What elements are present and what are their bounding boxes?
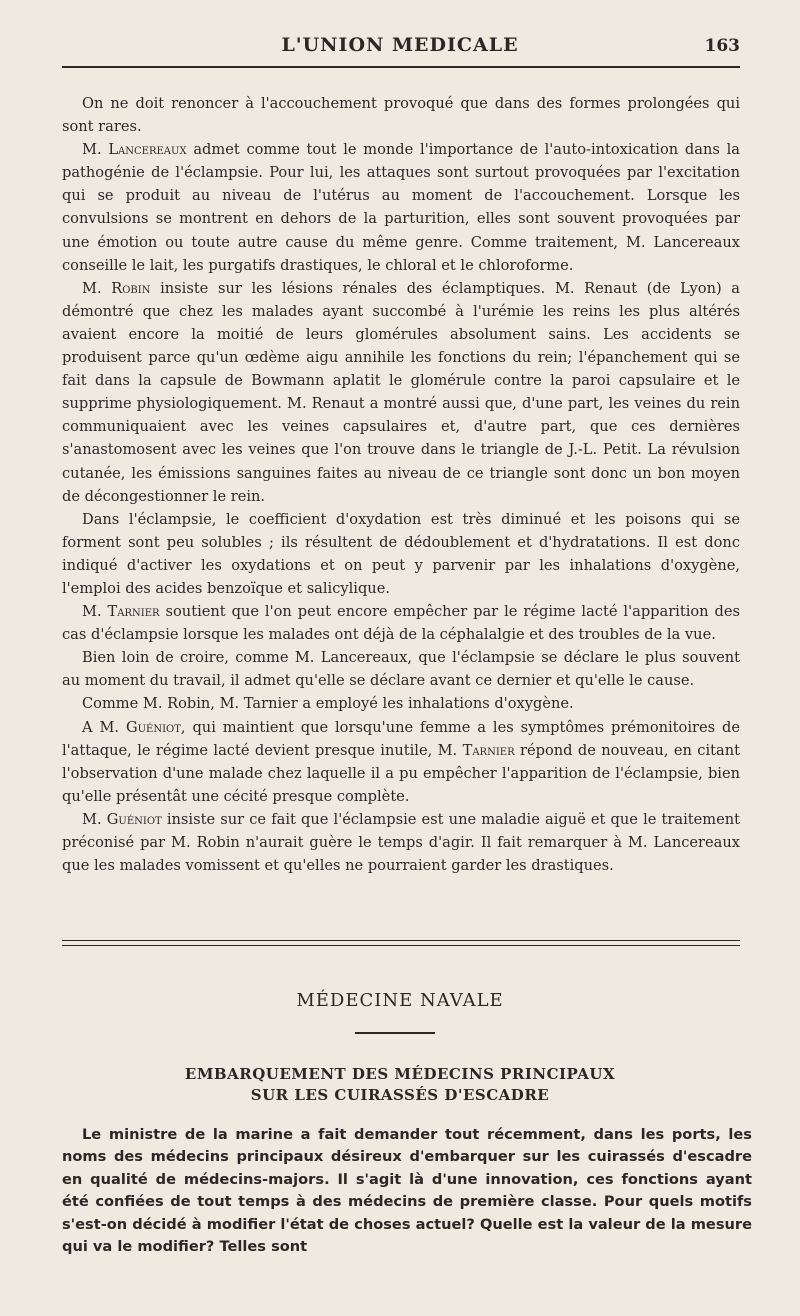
paragraph-text: Comme M. Robin, M. Tarnier a employé les inhalations d'oxygène. (82, 695, 574, 713)
article-title-line: EMBARQUEMENT DES MÉDECINS PRINCIPAUX (184, 1065, 616, 1083)
speaker-name: Guéniot (125, 718, 181, 736)
paragraph (62, 277, 740, 508)
paragraph (62, 808, 740, 877)
paragraph (62, 138, 740, 277)
paragraph-text: admet comme tout le monde l'importance de l'auto-intoxication dans la pathogénie de l'éclampsie. Pour lui, les attaques sont surtout provoquées par l'excitation qui se produit au niveau de l'utérus au moment de l'accouchement. Lorsque les convulsions se montrent en dehors de la parturition, elles sont souvent provoquées par une émotion ou toute autre cause du même genre. Comme traitement, M. Lancereaux conseille le lait, les purgatifs drastiques, le chloral et le chloroforme. (62, 141, 740, 274)
paragraph-text: Bien loin de croire, comme M. Lancereaux, que l'éclampsie se déclare le plus souvent au moment du travail, il admet qu'elle se déclare avant ce dernier et qu'elle le cause. (62, 649, 740, 690)
speaker-name: M. Guéniot (82, 810, 162, 828)
speaker-name: M. Robin (82, 279, 151, 297)
paragraph-text: Dans l'éclampsie, le coefficient d'oxydation est très diminué et les poisons qui se forment sont peu solubles ; ils résultent de dédoublement et d'hydratations. Il est donc indiqué d'activer les oxydations et on peut y parvenir par les inhalations d'oxygène, l'emploi des acides benzoïque et salicylique. (62, 510, 740, 597)
paragraph-text: insiste sur ce fait que l'éclampsie est une maladie aiguë et que le traitement préconisé par M. Robin n'aurait guère le temps d'agir. Il fait remarquer à M. Lancereaux que les malades vomissent et qu'elles ne pourraient garder les drastiques. (62, 810, 740, 875)
section-divider (62, 940, 740, 946)
paragraph (62, 92, 740, 138)
section-title: MÉDECINE NAVALE (296, 990, 504, 1011)
paragraph-text: , qui maintient que lorsqu'une femme a les symptômes prémonitoires de l'attaque, le régime lacté devient presque inutile, M. (62, 718, 740, 759)
paragraph (62, 716, 740, 808)
title-rule (355, 1032, 435, 1034)
paragraph-text: répond de nouveau, en citant l'observation d'une malade chez laquelle il a pu empêcher l'apparition de l'éclampsie, bien qu'elle présentât une cécité presque complète. (62, 741, 740, 805)
paragraph (62, 600, 740, 646)
body-text (62, 92, 740, 877)
article-text (62, 1124, 752, 1258)
paragraph (62, 692, 740, 715)
paragraph-text: On ne doit renoncer à l'accouchement provoqué que dans des formes prolongées qui sont rares. (62, 95, 740, 136)
header-rule (62, 66, 740, 68)
running-header-title: L'UNION MEDICALE (281, 34, 519, 56)
article-title-line: SUR LES CUIRASSÉS D'ESCADRE (250, 1086, 550, 1104)
speaker-name: Tarnier (462, 741, 515, 759)
paragraph-text: A M. (82, 718, 126, 736)
paragraph-text: soutient que l'on peut encore empêcher par le régime lacté l'apparition des cas d'éclampsie lorsque les malades ont déjà de la céphalalgie et des troubles de la vue. (62, 603, 740, 644)
article-title (0, 1064, 800, 1106)
paragraph: Le ministre de la marine a fait demander tout récemment, dans les ports, les noms des médecins principaux désireux d'embarquer sur les cuirassés d'escadre en qualité de médecins-majors. Il s'agit là d'une innovation, ces fonctions ayant été confiées de tout temps à des médecins de première classe. Pour quels motifs s'est-on décidé à modifier l'état de choses actuel? Quelle est la valeur de la mesure qui va le modifier? Telles sont (62, 1126, 752, 1256)
paragraph (62, 508, 740, 600)
speaker-name: M. Tarnier (82, 603, 160, 621)
page-number: 163 (704, 36, 740, 56)
speaker-name: M. Lancereaux (82, 141, 187, 159)
paragraph (62, 646, 740, 692)
paragraph-text: insiste sur les lésions rénales des éclamptiques. M. Renaut (de Lyon) a démontré que chez les malades ayant succombé à l'urémie les reins les plus altérés avaient encore la moitié de leurs glomérules absolument sains. Les accidents se produisent parce qu'un œdème aigu annihile les fonctions du rein; l'épanchement qui se fait dans la capsule de Bowmann aplatit le glomérule contre la paroi capsulaire et le supprime physiologiquement. M. Renaut a montré aussi que, d'une part, les veines du rein communiquaient avec les veines capsulaires et, d'autre part, que ces dernières s'anastomosent avec les veines que l'on trouve dans le triangle de J.-L. Petit. La révulsion cutanée, les émissions sanguines faites au niveau de ce triangle sont donc un bon moyen de décongestionner le rein. (62, 279, 740, 505)
